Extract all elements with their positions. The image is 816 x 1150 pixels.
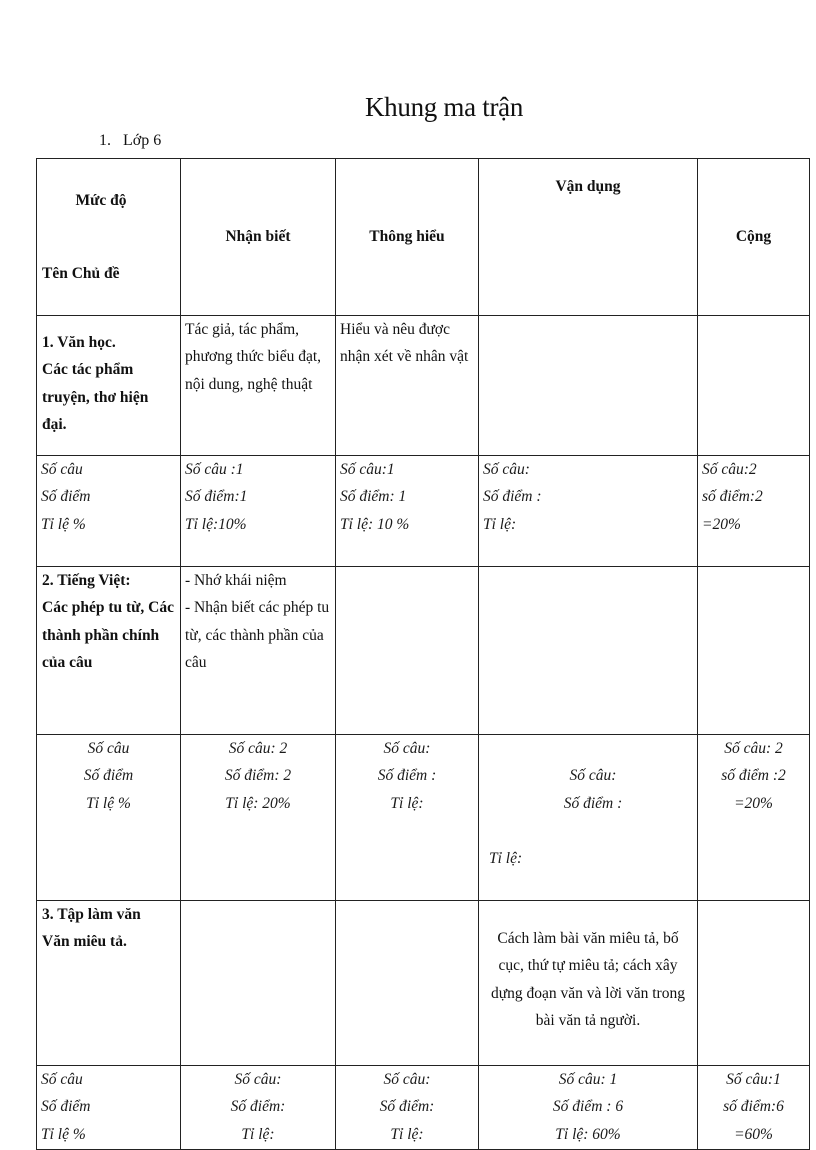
van-dung-cell bbox=[479, 315, 698, 455]
stats-van-dung-ratio: Tỉ lệ: bbox=[489, 849, 523, 867]
stats-van-dung-cell: Số câu: 1 Số điểm : 6 Tỉ lệ: 60% bbox=[479, 1065, 698, 1149]
stats-nhan-biet-cell: Số câu: Số điểm: Tỉ lệ: bbox=[181, 1065, 336, 1149]
thong-hieu-cell bbox=[336, 900, 479, 1065]
header-nhan-biet: Nhận biết bbox=[181, 159, 336, 316]
stats-label-cell: Số câu Số điểm Tỉ lệ % bbox=[37, 734, 181, 900]
header-muc-do: Mức độ bbox=[75, 191, 127, 209]
stats-thong-hieu-cell: Số câu: Số điểm : Tỉ lệ: bbox=[336, 734, 479, 900]
stats-van-dung-cell bbox=[479, 734, 698, 900]
stats-cong-cell: Số câu:1 số điểm:6 =60% bbox=[698, 1065, 810, 1149]
cong-cell bbox=[698, 315, 810, 455]
thong-hieu-cell bbox=[336, 566, 479, 734]
header-row bbox=[37, 159, 810, 316]
stats-cong-cell: Số câu: 2 số điểm :2 =20% bbox=[698, 734, 810, 900]
stats-label-cell: Số câu Số điểm Tỉ lệ % bbox=[37, 1065, 181, 1149]
stats-nhan-biet-cell: Số câu: 2 Số điểm: 2 Tỉ lệ: 20% bbox=[181, 734, 336, 900]
topic-row bbox=[37, 566, 810, 734]
topic-cell: 2. Tiếng Việt: Các phép tu từ, Các thành phần chính của câu bbox=[37, 566, 181, 734]
stats-cong-cell: Số câu:2 số điểm:2 =20% bbox=[698, 455, 810, 566]
stats-thong-hieu-cell: Số câu: Số điểm: Tỉ lệ: bbox=[336, 1065, 479, 1149]
section-number: 1. bbox=[99, 132, 111, 149]
nhan-biet-cell: - Nhớ khái niệm - Nhận biết các phép tu từ, các thành phần của câu bbox=[181, 566, 336, 734]
thong-hieu-cell: Hiểu và nêu được nhận xét về nhân vật bbox=[336, 315, 479, 455]
stats-label-cell: Số câu Số điểm Tỉ lệ % bbox=[37, 455, 181, 566]
stats-van-dung-cell: Số câu: Số điểm : Tỉ lệ: bbox=[479, 455, 698, 566]
topic-cell: 3. Tập làm văn Văn miêu tả. bbox=[37, 900, 181, 1065]
stats-row bbox=[37, 734, 810, 900]
topic-cell: 1. Văn học. Các tác phẩm truyện, thơ hiện đại. bbox=[37, 315, 181, 455]
nhan-biet-cell: Tác giả, tác phẩm, phương thức biểu đạt, nội dung, nghệ thuật bbox=[181, 315, 336, 455]
header-van-dung: Vận dụng bbox=[479, 159, 698, 316]
stats-row bbox=[37, 1065, 810, 1149]
topic-row bbox=[37, 315, 810, 455]
section-label: Lớp 6 bbox=[123, 132, 162, 149]
matrix-table bbox=[36, 158, 810, 1150]
van-dung-cell bbox=[479, 566, 698, 734]
header-ten-chu-de: Tên Chủ đề bbox=[42, 264, 120, 282]
header-cong: Cộng bbox=[698, 159, 810, 316]
van-dung-cell: Cách làm bài văn miêu tả, bố cục, thứ tự miêu tả; cách xây dựng đoạn văn và lời văn trong bài văn tả người. bbox=[479, 900, 698, 1065]
page-title: Khung ma trận bbox=[364, 92, 524, 122]
section-heading bbox=[99, 132, 161, 150]
topic-row bbox=[37, 900, 810, 1065]
stats-row bbox=[37, 455, 810, 566]
stats-thong-hieu-cell: Số câu:1 Số điểm: 1 Tỉ lệ: 10 % bbox=[336, 455, 479, 566]
cong-cell bbox=[698, 566, 810, 734]
cong-cell bbox=[698, 900, 810, 1065]
stats-nhan-biet-cell: Số câu :1 Số điểm:1 Tỉ lệ:10% bbox=[181, 455, 336, 566]
header-thong-hieu: Thông hiểu bbox=[336, 159, 479, 316]
header-corner-cell bbox=[37, 159, 181, 316]
stats-van-dung-counts: Số câu: Số điểm : bbox=[563, 767, 623, 812]
nhan-biet-cell bbox=[181, 900, 336, 1065]
